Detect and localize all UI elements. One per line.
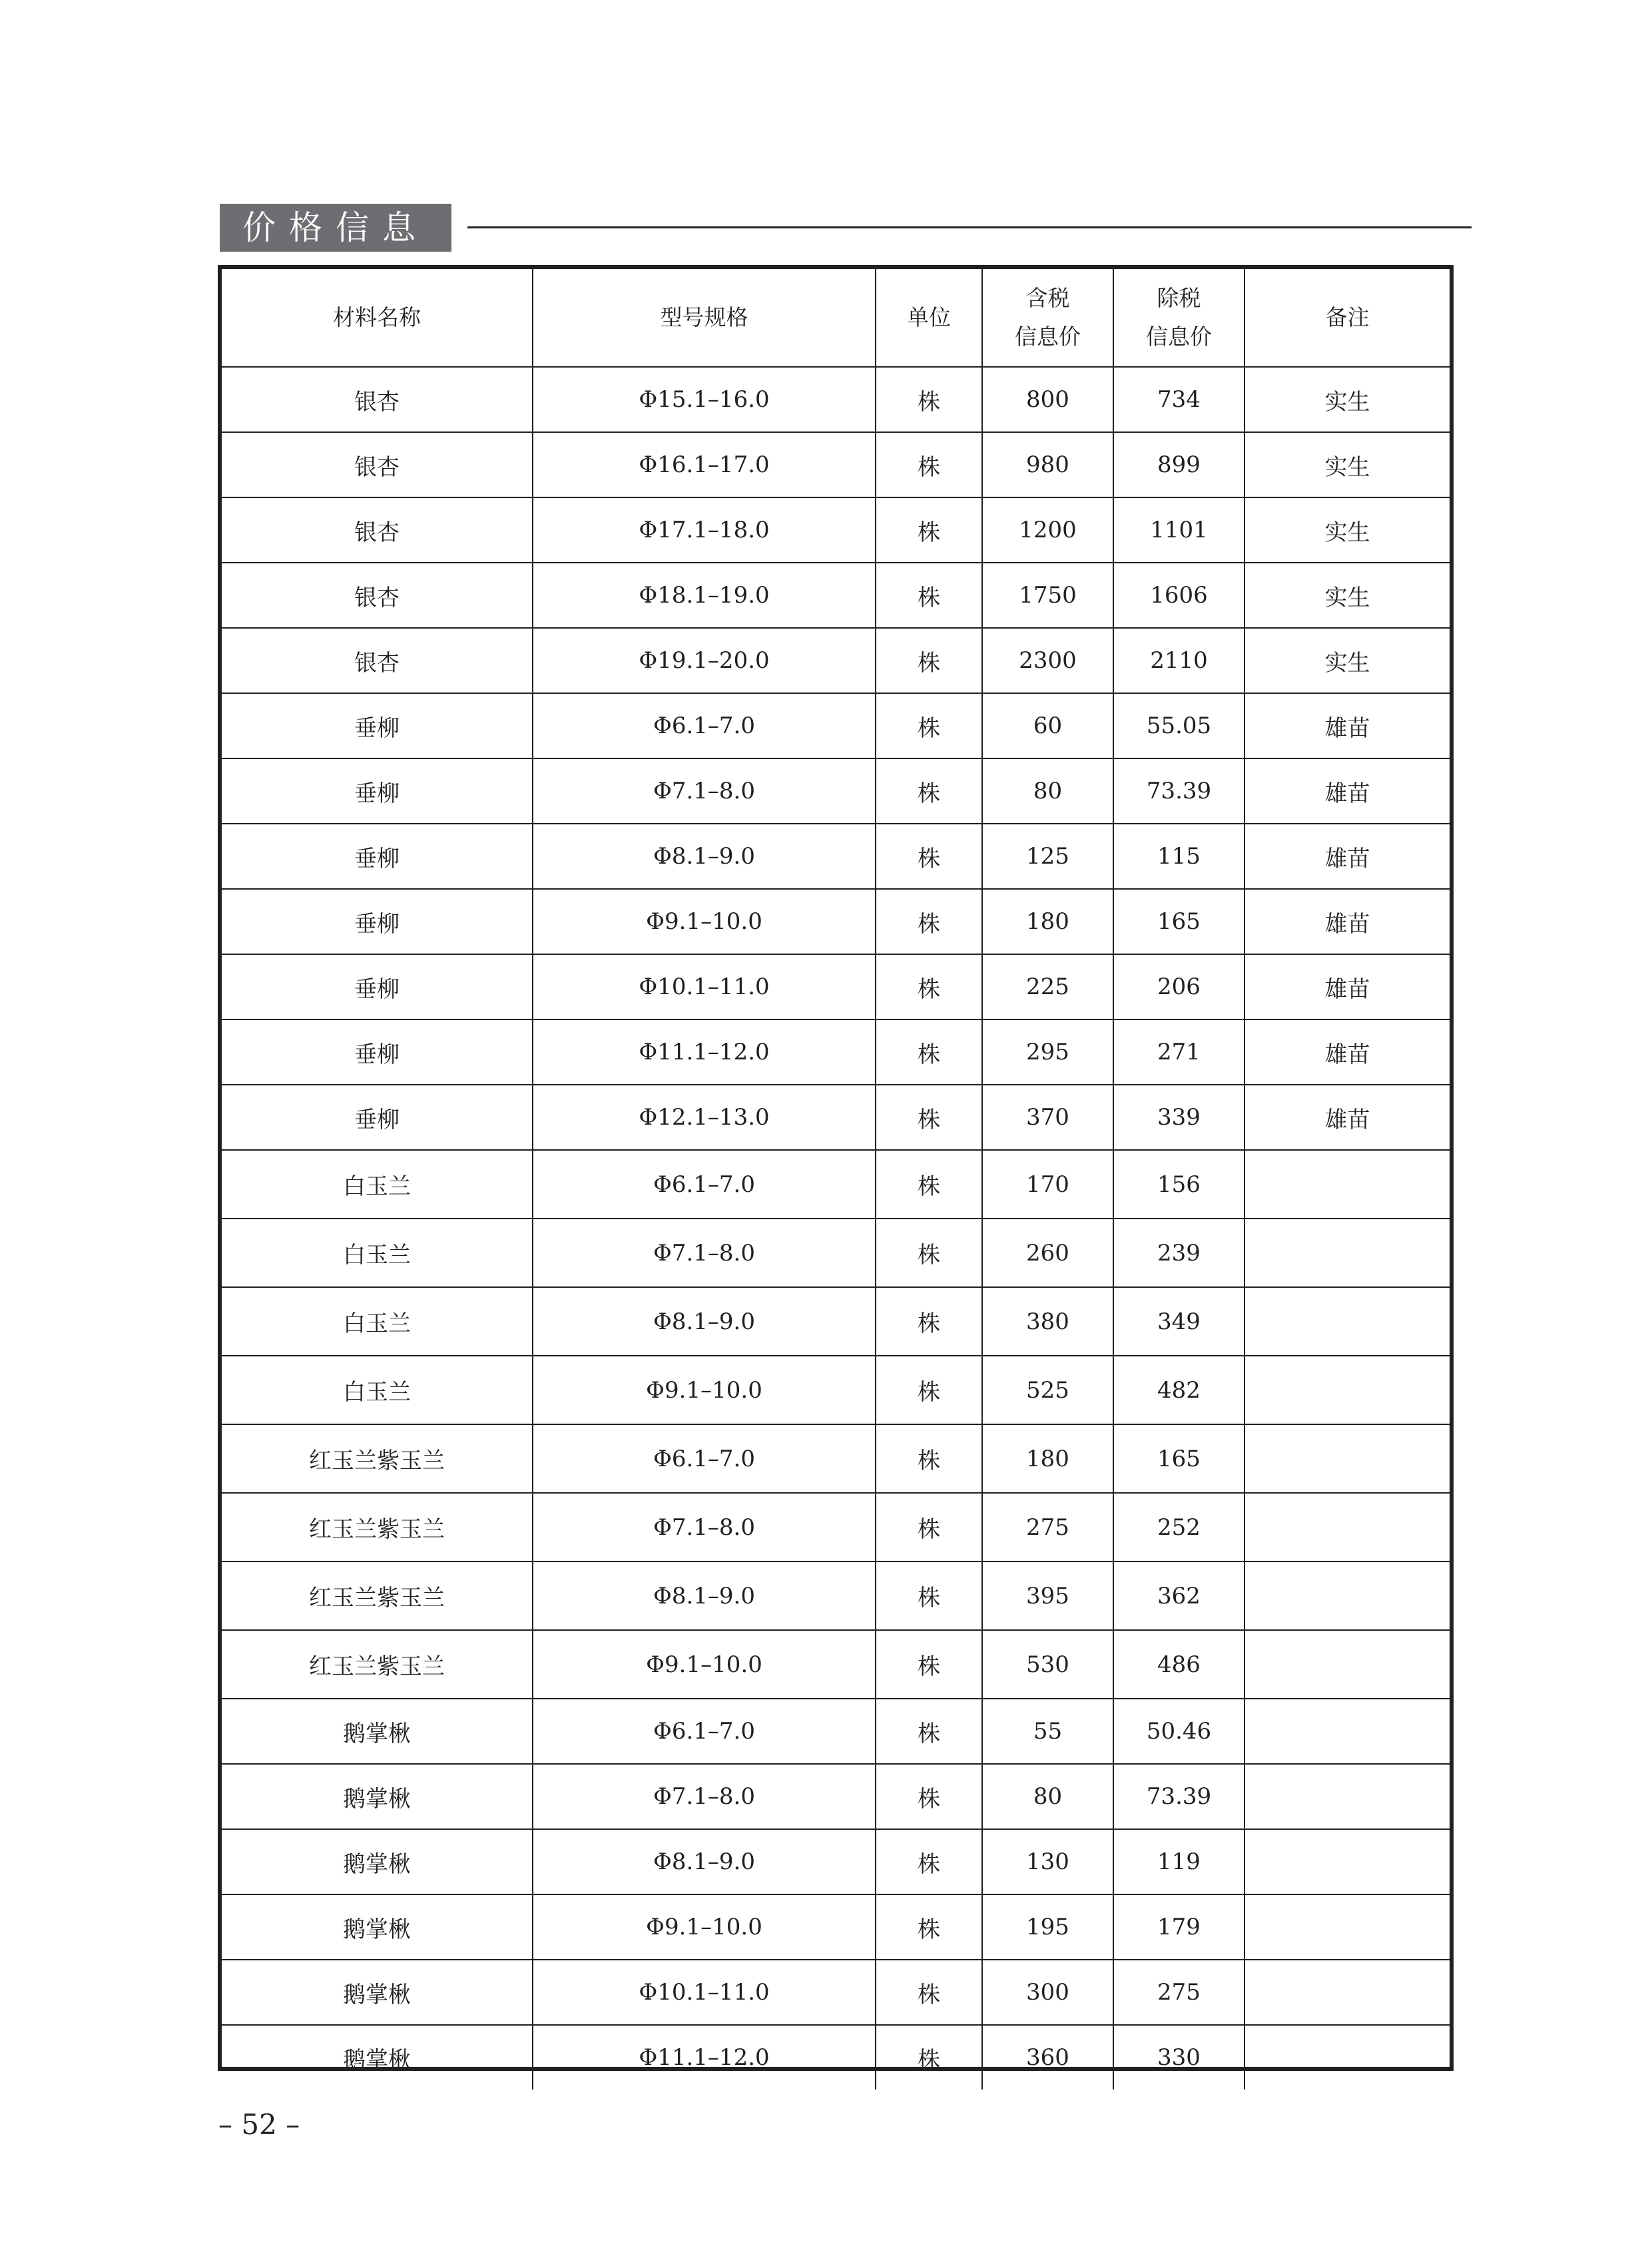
cell-unit: 株: [876, 1085, 982, 1150]
cell-material-name: 鹅掌楸: [222, 1894, 533, 1960]
table-row: [222, 1829, 1450, 1894]
cell-unit: 株: [876, 1699, 982, 1764]
cell-price-without-tax: 115: [1113, 824, 1244, 889]
cell-price-without-tax: 271: [1113, 1019, 1244, 1085]
cell-remark: 实生: [1244, 367, 1450, 432]
cell-remark: [1244, 1219, 1450, 1287]
page-number: – 52 –: [218, 2108, 300, 2141]
table-row: [222, 954, 1450, 1019]
cell-material-name: 白玉兰: [222, 1287, 533, 1356]
table-body: [222, 367, 1450, 2090]
cell-price-without-tax: 362: [1113, 1561, 1244, 1630]
table-row: [222, 1085, 1450, 1150]
cell-price-with-tax: 1750: [982, 563, 1113, 628]
cell-price-with-tax: 295: [982, 1019, 1113, 1085]
cell-material-name: 垂柳: [222, 1019, 533, 1085]
cell-remark: 雄苗: [1244, 693, 1450, 758]
cell-unit: 株: [876, 1630, 982, 1699]
cell-material-name: 鹅掌楸: [222, 1764, 533, 1829]
cell-price-with-tax: 380: [982, 1287, 1113, 1356]
header-price-without-tax: [1113, 269, 1244, 367]
cell-price-without-tax: 330: [1113, 2025, 1244, 2090]
cell-price-without-tax: 482: [1113, 1356, 1244, 1424]
cell-spec: Φ16.1–17.0: [533, 432, 876, 497]
cell-remark: 雄苗: [1244, 1019, 1450, 1085]
cell-price-without-tax: 73.39: [1113, 758, 1244, 824]
cell-unit: 株: [876, 628, 982, 693]
table-row: [222, 1699, 1450, 1764]
table-header-row: [222, 269, 1450, 367]
cell-spec: Φ6.1–7.0: [533, 1699, 876, 1764]
cell-spec: Φ6.1–7.0: [533, 1150, 876, 1219]
table-row: [222, 1764, 1450, 1829]
cell-price-with-tax: 80: [982, 1764, 1113, 1829]
price-table-frame: [218, 265, 1454, 2074]
table-row: [222, 563, 1450, 628]
cell-spec: Φ9.1–10.0: [533, 1630, 876, 1699]
cell-material-name: 鹅掌楸: [222, 1960, 533, 2025]
cell-unit: 株: [876, 1894, 982, 1960]
cell-price-with-tax: 525: [982, 1356, 1113, 1424]
cell-price-with-tax: 370: [982, 1085, 1113, 1150]
table-row: [222, 1287, 1450, 1356]
cell-material-name: 银杏: [222, 497, 533, 563]
cell-spec: Φ12.1–13.0: [533, 1085, 876, 1150]
cell-remark: 雄苗: [1244, 889, 1450, 954]
cell-price-with-tax: 55: [982, 1699, 1113, 1764]
cell-price-with-tax: 530: [982, 1630, 1113, 1699]
cell-spec: Φ8.1–9.0: [533, 1829, 876, 1894]
cell-material-name: 红玉兰紫玉兰: [222, 1630, 533, 1699]
cell-remark: [1244, 1829, 1450, 1894]
header-material-name: 材料名称: [222, 269, 533, 367]
cell-unit: 株: [876, 1287, 982, 1356]
cell-remark: 雄苗: [1244, 954, 1450, 1019]
cell-price-without-tax: 165: [1113, 1424, 1244, 1493]
cell-remark: [1244, 1764, 1450, 1829]
cell-price-with-tax: 300: [982, 1960, 1113, 2025]
cell-unit: 株: [876, 367, 982, 432]
cell-remark: [1244, 1150, 1450, 1219]
cell-unit: 株: [876, 1424, 982, 1493]
cell-material-name: 红玉兰紫玉兰: [222, 1493, 533, 1561]
cell-price-without-tax: 206: [1113, 954, 1244, 1019]
cell-remark: [1244, 1960, 1450, 2025]
cell-price-without-tax: 1101: [1113, 497, 1244, 563]
table-row: [222, 889, 1450, 954]
cell-spec: Φ11.1–12.0: [533, 1019, 876, 1085]
cell-spec: Φ6.1–7.0: [533, 1424, 876, 1493]
cell-price-without-tax: 156: [1113, 1150, 1244, 1219]
table-row: [222, 497, 1450, 563]
table-row: [222, 1894, 1450, 1960]
cell-price-with-tax: 225: [982, 954, 1113, 1019]
cell-remark: [1244, 2025, 1450, 2090]
cell-price-with-tax: 170: [982, 1150, 1113, 1219]
cell-spec: Φ15.1–16.0: [533, 367, 876, 432]
cell-remark: [1244, 1561, 1450, 1630]
cell-material-name: 鹅掌楸: [222, 1699, 533, 1764]
cell-remark: [1244, 1356, 1450, 1424]
cell-spec: Φ7.1–8.0: [533, 1219, 876, 1287]
cell-remark: 雄苗: [1244, 758, 1450, 824]
cell-price-with-tax: 130: [982, 1829, 1113, 1894]
cell-spec: Φ7.1–8.0: [533, 1493, 876, 1561]
cell-material-name: 垂柳: [222, 758, 533, 824]
cell-spec: Φ9.1–10.0: [533, 889, 876, 954]
cell-spec: Φ18.1–19.0: [533, 563, 876, 628]
cell-unit: 株: [876, 1561, 982, 1630]
cell-remark: 实生: [1244, 497, 1450, 563]
cell-remark: 实生: [1244, 628, 1450, 693]
cell-price-without-tax: 1606: [1113, 563, 1244, 628]
section-title: 价格信息: [220, 204, 451, 252]
cell-unit: 株: [876, 2025, 982, 2090]
cell-price-with-tax: 180: [982, 889, 1113, 954]
section-header: [220, 204, 1472, 252]
cell-material-name: 白玉兰: [222, 1150, 533, 1219]
cell-material-name: 银杏: [222, 367, 533, 432]
table-row: [222, 1219, 1450, 1287]
cell-spec: Φ8.1–9.0: [533, 824, 876, 889]
cell-price-with-tax: 980: [982, 432, 1113, 497]
table-row: [222, 1960, 1450, 2025]
cell-material-name: 鹅掌楸: [222, 2025, 533, 2090]
cell-spec: Φ11.1–12.0: [533, 2025, 876, 2090]
cell-unit: 株: [876, 432, 982, 497]
cell-spec: Φ8.1–9.0: [533, 1561, 876, 1630]
table-row: [222, 693, 1450, 758]
cell-price-with-tax: 360: [982, 2025, 1113, 2090]
cell-price-without-tax: 119: [1113, 1829, 1244, 1894]
cell-spec: Φ10.1–11.0: [533, 1960, 876, 2025]
table-row: [222, 758, 1450, 824]
cell-spec: Φ7.1–8.0: [533, 1764, 876, 1829]
cell-price-without-tax: 179: [1113, 1894, 1244, 1960]
cell-material-name: 垂柳: [222, 954, 533, 1019]
cell-spec: Φ7.1–8.0: [533, 758, 876, 824]
cell-price-without-tax: 55.05: [1113, 693, 1244, 758]
table-row: [222, 2025, 1450, 2090]
cell-spec: Φ8.1–9.0: [533, 1287, 876, 1356]
cell-unit: 株: [876, 1493, 982, 1561]
cell-material-name: 垂柳: [222, 824, 533, 889]
cell-remark: 雄苗: [1244, 824, 1450, 889]
cell-price-with-tax: 2300: [982, 628, 1113, 693]
cell-price-with-tax: 180: [982, 1424, 1113, 1493]
cell-price-with-tax: 275: [982, 1493, 1113, 1561]
cell-unit: 株: [876, 1764, 982, 1829]
cell-remark: [1244, 1493, 1450, 1561]
cell-price-without-tax: 486: [1113, 1630, 1244, 1699]
cell-unit: 株: [876, 1829, 982, 1894]
cell-material-name: 白玉兰: [222, 1219, 533, 1287]
cell-price-with-tax: 80: [982, 758, 1113, 824]
cell-price-without-tax: 349: [1113, 1287, 1244, 1356]
cell-price-with-tax: 260: [982, 1219, 1113, 1287]
cell-unit: 株: [876, 563, 982, 628]
cell-price-without-tax: 275: [1113, 1960, 1244, 2025]
cell-remark: [1244, 1424, 1450, 1493]
cell-spec: Φ19.1–20.0: [533, 628, 876, 693]
table-row: [222, 824, 1450, 889]
cell-spec: Φ10.1–11.0: [533, 954, 876, 1019]
cell-unit: 株: [876, 1019, 982, 1085]
price-table: [222, 269, 1450, 2090]
table-row: [222, 1150, 1450, 1219]
cell-remark: [1244, 1630, 1450, 1699]
cell-material-name: 银杏: [222, 432, 533, 497]
cell-spec: Φ6.1–7.0: [533, 693, 876, 758]
header-unit: 单位: [876, 269, 982, 367]
cell-price-without-tax: 73.39: [1113, 1764, 1244, 1829]
header-price-without-tax-line1: 除税: [1157, 285, 1201, 311]
cell-material-name: 银杏: [222, 563, 533, 628]
header-remark: 备注: [1244, 269, 1450, 367]
cell-remark: [1244, 1699, 1450, 1764]
cell-unit: 株: [876, 824, 982, 889]
header-price-with-tax-line1: 含税: [1025, 285, 1070, 311]
table-row: [222, 628, 1450, 693]
table-row: [222, 1561, 1450, 1630]
cell-unit: 株: [876, 758, 982, 824]
cell-spec: Φ9.1–10.0: [533, 1894, 876, 1960]
section-divider: [467, 226, 1472, 228]
cell-price-without-tax: 734: [1113, 367, 1244, 432]
cell-remark: 雄苗: [1244, 1085, 1450, 1150]
cell-price-with-tax: 395: [982, 1561, 1113, 1630]
cell-material-name: 垂柳: [222, 693, 533, 758]
cell-price-with-tax: 60: [982, 693, 1113, 758]
cell-price-without-tax: 252: [1113, 1493, 1244, 1561]
cell-material-name: 银杏: [222, 628, 533, 693]
table-row: [222, 1493, 1450, 1561]
cell-unit: 株: [876, 1356, 982, 1424]
cell-material-name: 鹅掌楸: [222, 1829, 533, 1894]
cell-unit: 株: [876, 1219, 982, 1287]
table-row: [222, 1019, 1450, 1085]
cell-material-name: 垂柳: [222, 889, 533, 954]
table-row: [222, 1356, 1450, 1424]
cell-price-without-tax: 2110: [1113, 628, 1244, 693]
cell-remark: [1244, 1894, 1450, 1960]
cell-unit: 株: [876, 889, 982, 954]
cell-price-without-tax: 165: [1113, 889, 1244, 954]
cell-spec: Φ17.1–18.0: [533, 497, 876, 563]
cell-material-name: 白玉兰: [222, 1356, 533, 1424]
cell-spec: Φ9.1–10.0: [533, 1356, 876, 1424]
header-price-with-tax-line2: 信息价: [1015, 324, 1081, 350]
table-row: [222, 1630, 1450, 1699]
header-price-without-tax-line2: 信息价: [1146, 324, 1212, 350]
cell-material-name: 红玉兰紫玉兰: [222, 1561, 533, 1630]
cell-price-with-tax: 195: [982, 1894, 1113, 1960]
cell-price-with-tax: 125: [982, 824, 1113, 889]
cell-price-without-tax: 339: [1113, 1085, 1244, 1150]
header-spec: 型号规格: [533, 269, 876, 367]
cell-price-without-tax: 239: [1113, 1219, 1244, 1287]
cell-material-name: 垂柳: [222, 1085, 533, 1150]
cell-unit: 株: [876, 1960, 982, 2025]
cell-price-without-tax: 50.46: [1113, 1699, 1244, 1764]
cell-price-without-tax: 899: [1113, 432, 1244, 497]
cell-price-with-tax: 800: [982, 367, 1113, 432]
cell-remark: [1244, 1287, 1450, 1356]
table-row: [222, 367, 1450, 432]
cell-unit: 株: [876, 954, 982, 1019]
cell-unit: 株: [876, 693, 982, 758]
cell-remark: 实生: [1244, 432, 1450, 497]
cell-material-name: 红玉兰紫玉兰: [222, 1424, 533, 1493]
cell-price-with-tax: 1200: [982, 497, 1113, 563]
cell-unit: 株: [876, 1150, 982, 1219]
table-row: [222, 1424, 1450, 1493]
header-price-with-tax: [982, 269, 1113, 367]
cell-unit: 株: [876, 497, 982, 563]
cell-remark: 实生: [1244, 563, 1450, 628]
table-row: [222, 432, 1450, 497]
